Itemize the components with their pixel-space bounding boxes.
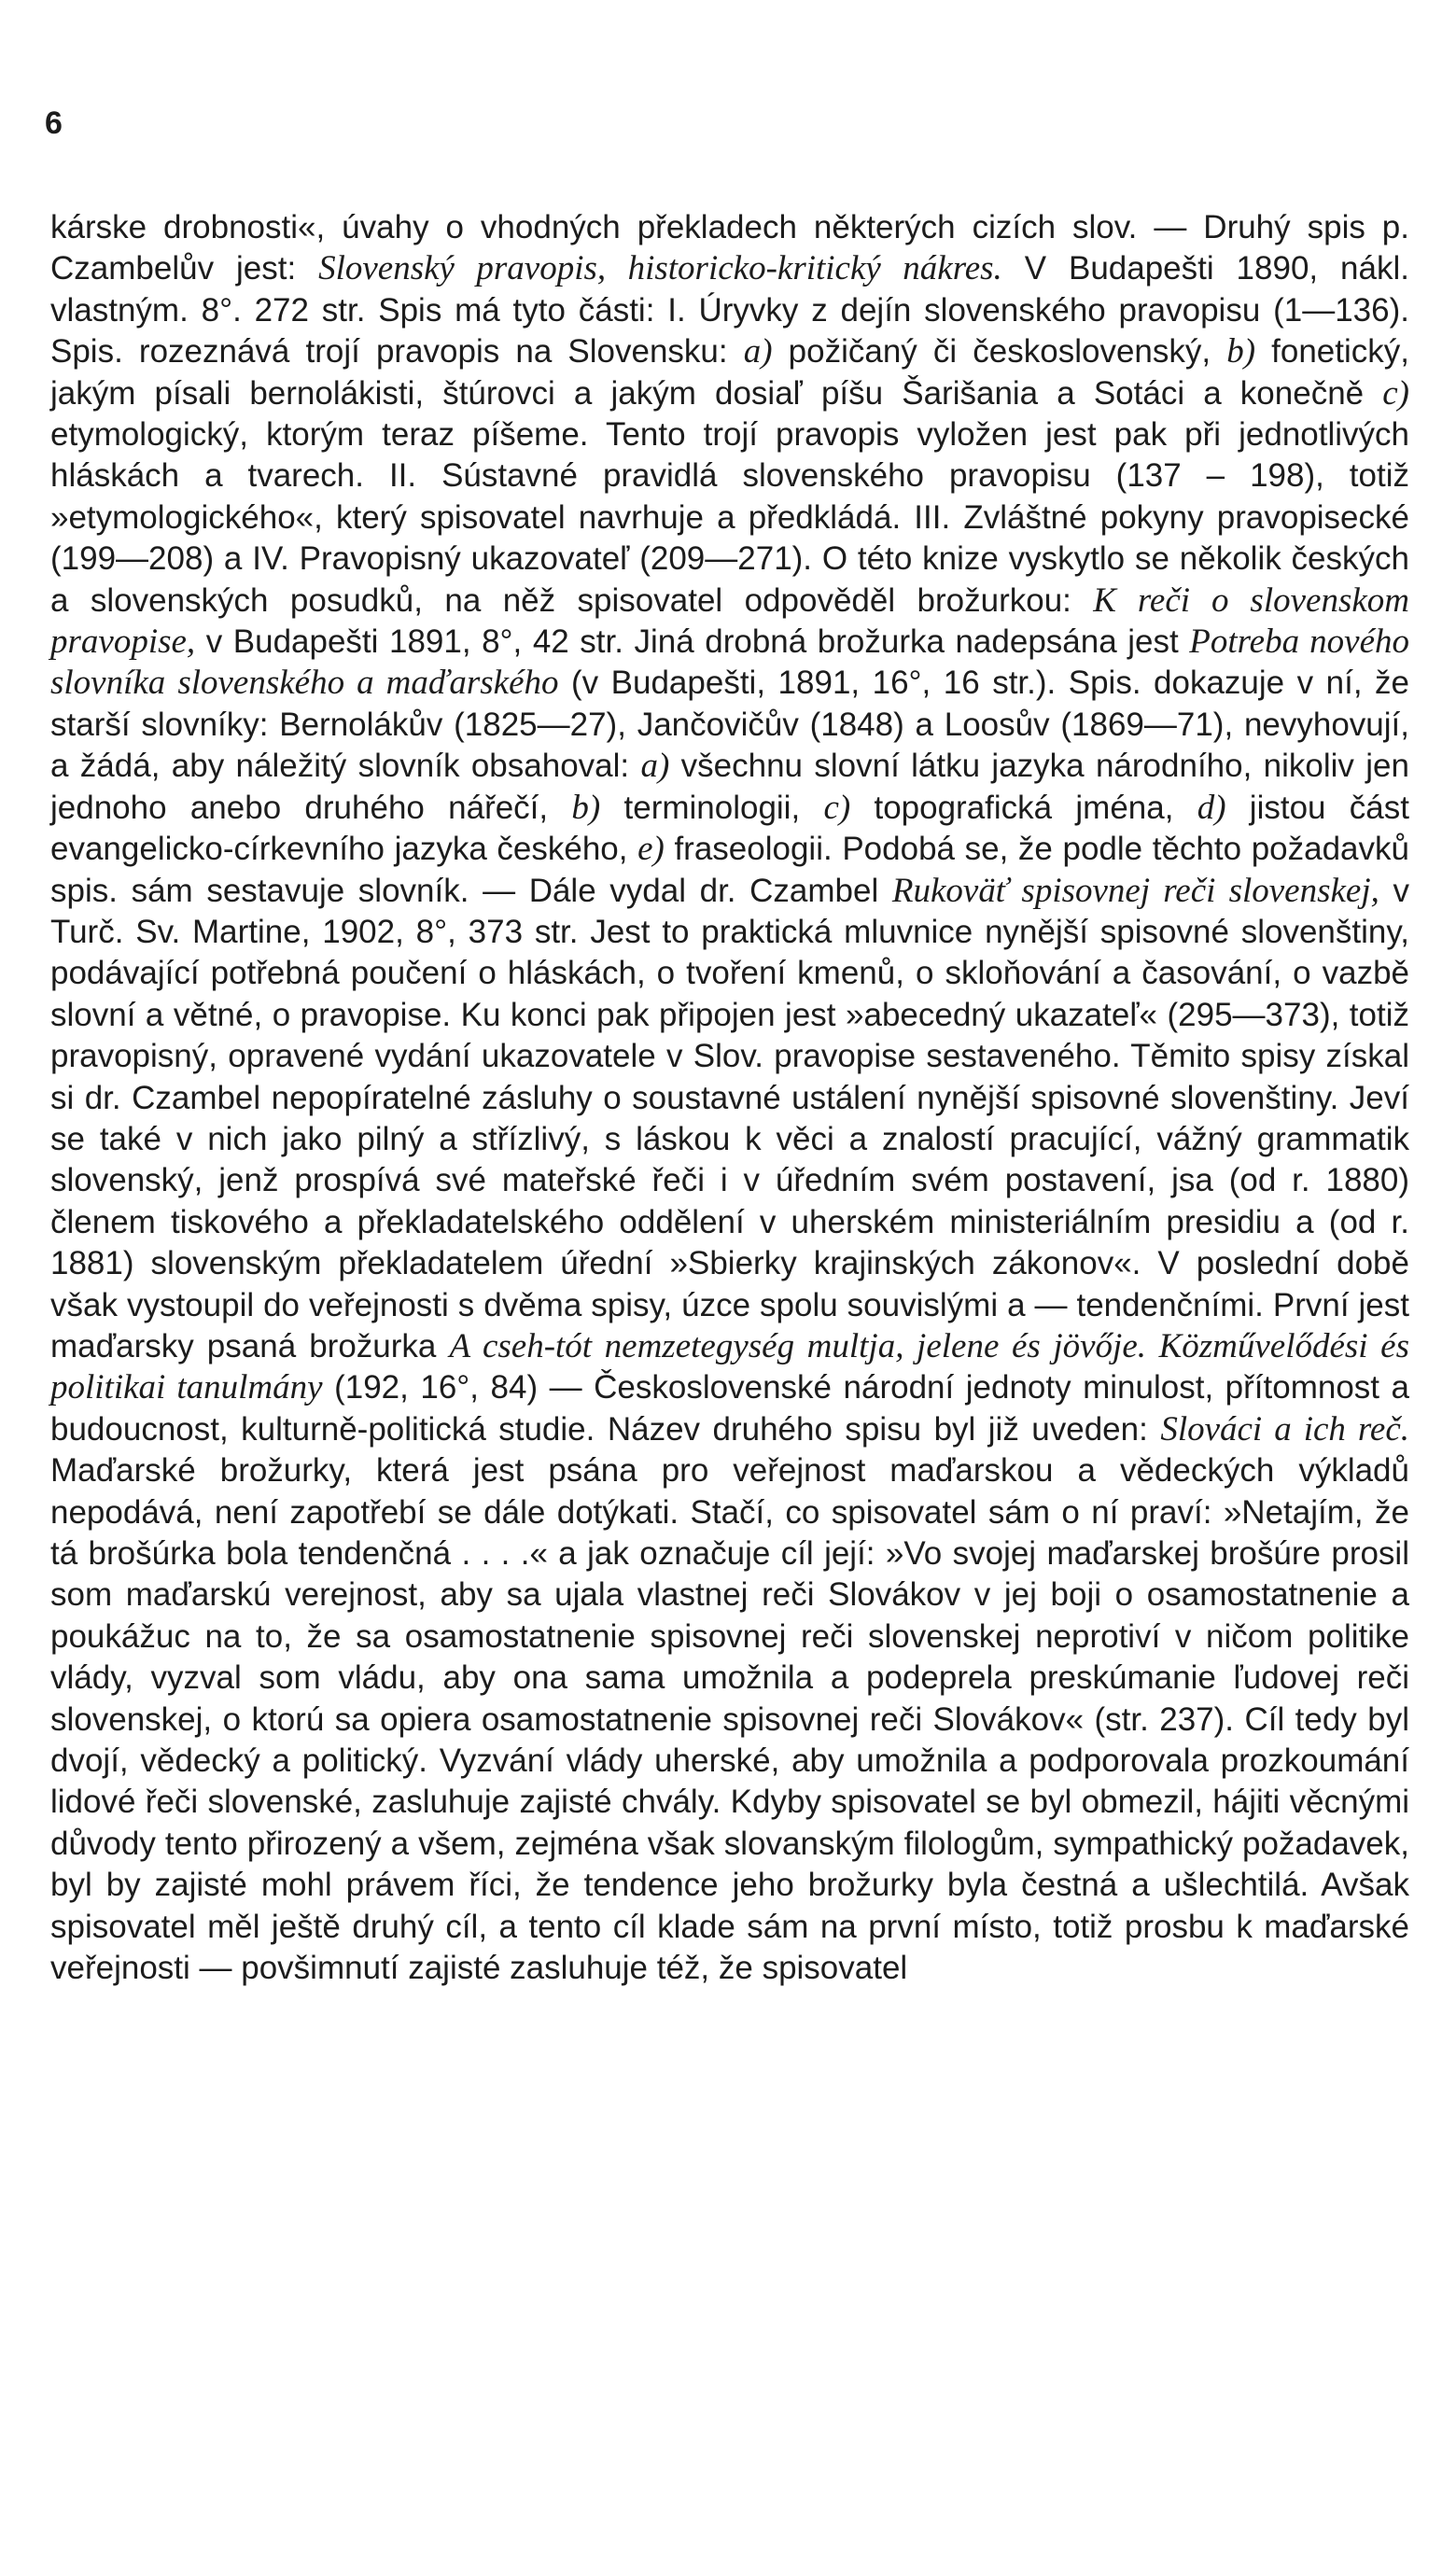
- text-segment: (v Budapešti, 1891, 16°, 16 str.). Spis. dokazuje v ní, že starší slovníky: Bernolákův (1825—27), Jančovičův (1848) a Loosův (1869—71), nevyhovují, a žádá, aby náležitý slovník obsahoval:: [50, 665, 1410, 785]
- italic-text-segment: Rukoväť spisovnej reči slovenskej,: [891, 871, 1379, 910]
- text-segment: Maďarské brožurky, která jest psána pro veřejnost maďarskou a vědeckých výkladů nepodává, není zapotřebí se dále dotýkati. Stačí, co spisovatel sám o ní praví: »Netajím, že tá brošúrka bola tendenčná . . . .« a jak označuje cíl její: »Vo svojej maďarskej brošúre prosil som maďarskú verejnost, aby sa ujala vlastnej reči Slovákov v jej boji o osamostatnenie a poukážuc na to, že sa osamostatnenie spisovnej reči slovenskej neprotiví v ničom politike vlády, vyzval som vládu, aby ona sama umožnila a podeprela preskúmanie ľudovej reči slovenskej, o ktorú sa opiera osamostatnenie spisovnej reči Slovákov« (str. 237). Cíl tedy byl dvojí, vědecký a politický. Vyzvání vlády uherské, aby umožnila a podporovala prozkoumání lidové řeči slovenské, zasluhuje zajisté chvály. Kdyby spisovatel se byl obmezil, hájiti věcnými důvody tento přirozený a všem, zejména však slovanským filologům, sympathický požadavek, byl by zajisté mohl právem říci, že tendence jeho brožurky byla čestná a ušlechtilá. Avšak spisovatel měl ještě druhý cíl, a tento cíl klade sám na první místo, totiž prosbu k maďarské veřejnosti — povšimnutí zajisté zasluhuje též, že spisovatel: [50, 1452, 1409, 1987]
- text-segment: kárske drobnosti«, úvahy o vhodných překladech některých cizích slov. — Druhý spis p. Czambelův jest:: [50, 209, 1409, 287]
- paragraph: [50, 207, 1409, 1989]
- text-segment: jistou část evangelicko-církevního jazyka českého,: [50, 789, 1409, 868]
- italic-text-segment: c): [823, 788, 851, 827]
- italic-text-segment: d): [1197, 788, 1226, 827]
- text-segment: fraseologii. Podobá se, že podle těchto požadavků spis. sám sestavuje slovník. — Dále vydal dr. Czambel: [50, 831, 1409, 909]
- italic-text-segment: c): [1382, 373, 1409, 413]
- italic-text-segment: b): [1226, 332, 1256, 371]
- text-segment: topografická jména,: [850, 789, 1197, 826]
- italic-text-segment: Slovenský pravopis, historicko-kritický nákres.: [318, 249, 1002, 288]
- italic-text-segment: b): [571, 788, 601, 827]
- body-text: [50, 207, 1409, 1989]
- text-segment: V Budapešti 1890, nákl. vlastným. 8°. 272 str. Spis má tyto části: I. Úryvky z dejín slovenského pravopisu (1—136). Spis. rozeznává trojí pravopis na Slovensku:: [50, 250, 1409, 371]
- text-segment: všechnu slovní látku jazyka národního, nikoliv jen jednoho anebo druhého nářečí,: [50, 748, 1409, 826]
- text-segment: etymologický, ktorým teraz píšeme. Tento trojí pravopis vyložen jest pak při jednotlivých hláskách a tvarech. II. Sústavné pravidlá slovenského pravopisu (137 – 198), totiž »etymologického«, který spisovatel navrhuje a předkládá. III. Zvláštné pokyny pravopisecké (199—208) a IV. Pravopisný ukazovateľ (209—271). O této knize vyskytlo se několik českých a slovenských posudků, na něž spisovatel odpověděl brožurkou:: [50, 416, 1409, 619]
- page-number: 6: [45, 105, 63, 141]
- italic-text-segment: e): [637, 830, 665, 869]
- italic-text-segment: Slováci a ich reč.: [1160, 1409, 1410, 1448]
- italic-text-segment: Potreba nového slovníka slovenského a maďarského: [50, 623, 1409, 703]
- text-segment: fonetický, jakým písali bernolákisti, štúrovci a jakým dosiaľ píšu Šarišania a Sotáci a konečně: [50, 333, 1409, 412]
- text-segment: terminologii,: [600, 789, 824, 826]
- text-segment: v Turč. Sv. Martine, 1902, 8°, 373 str. Jest to praktická mluvnice nynější spisovné slovenštiny, podávající potřebná poučení o hláskách, o tvoření kmenů, o skloňování a časování, o vazbě slovní a větné, o pravopise. Ku konci pak připojen jest »abecedný ukazateľ« (295—373), totiž pravopisný, opravené vydání ukazovatele v Slov. pravopise sestaveného. Těmito spisy získal si dr. Czambel nepopíratelné zásluhy o soustavné ustálení nynější spisovné slovenštiny. Jeví se také v nich jako pilný a střízlivý, s láskou k věci a znalostí pracující, vážný grammatik slovenský, jenž prospívá své mateřské řeči i v úředním svém postavení, jsa (od r. 1880) členem tiskového a překladatelského oddělení v uherském ministeriálním presidiu a (od r. 1881) slovenským překladatelem úřední »Sbierky krajinských zákonov«. V poslední době však vystoupil do veřejnosti s dvěma spisy, úzce spolu souvislými a — tendenčními. První jest maďarsky psaná brožurka: [50, 872, 1409, 1364]
- text-segment: v Budapešti 1891, 8°, 42 str. Jiná drobná brožurka nadepsána jest: [195, 623, 1190, 661]
- italic-text-segment: a): [743, 332, 773, 371]
- italic-text-segment: A cseh-tót nemzetegység multja, jelene és jövője. Közművelődési és politikai tanulmány: [50, 1326, 1409, 1407]
- text-segment: (192, 16°, 84) — Československé národní jednoty minulost, přítomnost a budoucnost, kulturně-politická studie. Název druhého spisu byl již uveden:: [50, 1369, 1410, 1448]
- italic-text-segment: K reči o slovenskom pravopise,: [50, 581, 1409, 662]
- italic-text-segment: a): [640, 747, 670, 786]
- text-segment: požičaný či československý,: [772, 333, 1227, 371]
